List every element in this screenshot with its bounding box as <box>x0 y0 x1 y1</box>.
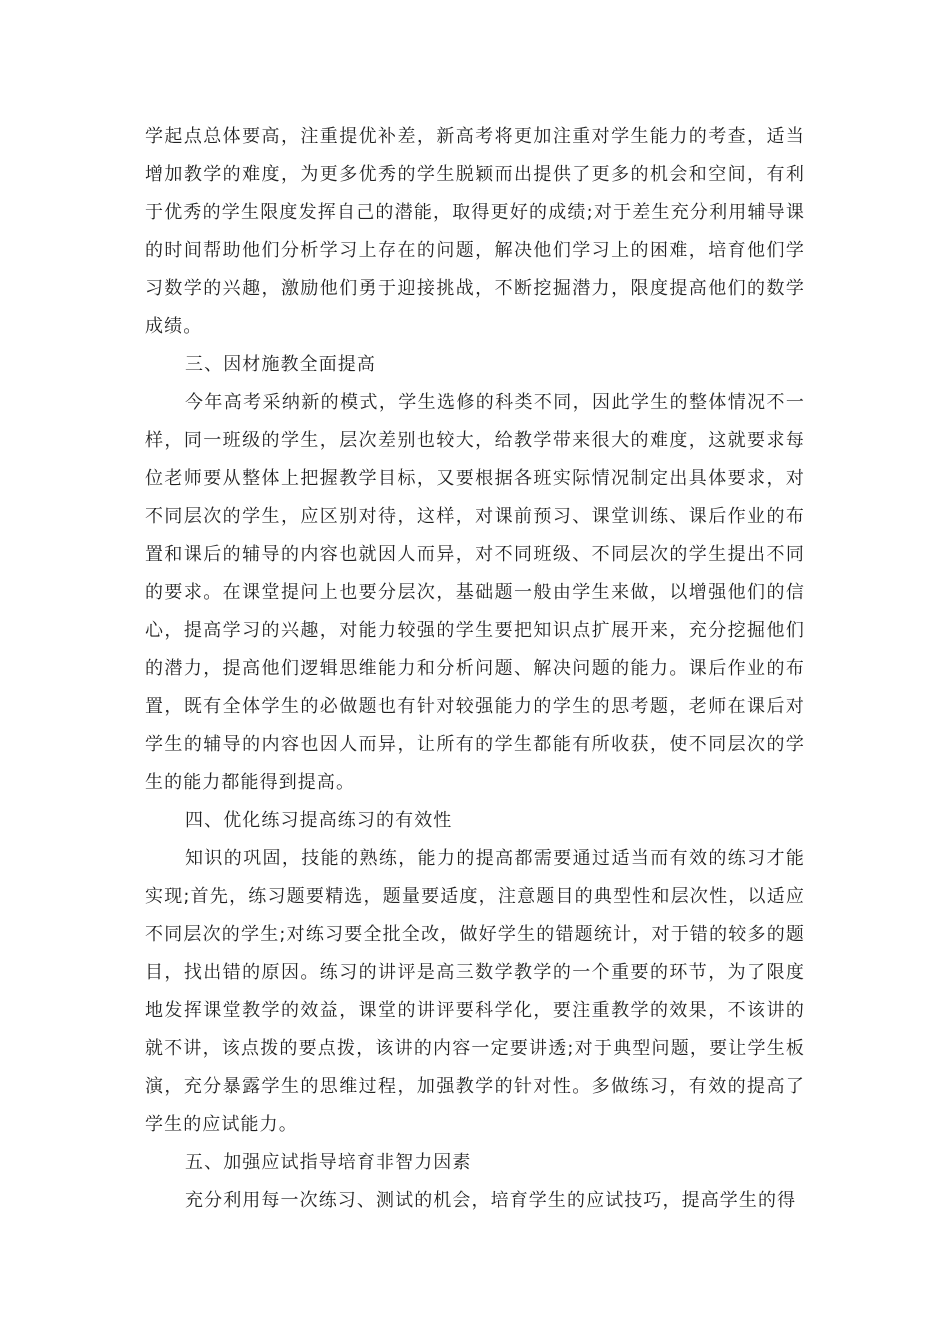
section-heading-5: 五、加强应试指导培育非智力因素 <box>185 1152 472 1173</box>
section-heading-3: 三、因材施教全面提高 <box>185 354 376 375</box>
paragraph-section-5: 充分利用每一次练习、测试的机会，培育学生的应试技巧，提高学生的得 <box>185 1190 797 1211</box>
paragraph-section-4: 知识的巩固，技能的熟练，能力的提高都需要通过适当而有效的练习才能实现;首先，练习题要精选，题量要适度，注意题目的典型性和层次性，以适应不同层次的学生;对练习要全批全改，做好学生的错题统计，对于错的较多的题目，找出错的原因。练习的讲评是高三数学教学的一个重要的环节，为了限度地发挥课堂教学的效益，课堂的讲评要科学化，要注重教学的效果，不该讲的就不讲，该点拨的要点拨，该讲的内容一定要讲透;对于典型问题，要让学生板演，充分暴露学生的思维过程，加强教学的针对性。多做练习，有效的提高了学生的应试能力。 <box>145 848 805 1135</box>
document-body <box>145 118 805 1220</box>
paragraph-continuation: 学起点总体要高，注重提优补差，新高考将更加注重对学生能力的考查，适当增加教学的难度，为更多优秀的学生脱颖而出提供了更多的机会和空间，有利于优秀的学生限度发挥自己的潜能，取得更好的成绩;对于差生充分利用辅导课的时间帮助他们分析学习上存在的问题，解决他们学习上的困难，培育他们学习数学的兴趣，激励他们勇于迎接挑战，不断挖掘潜力，限度提高他们的数学成绩。 <box>145 126 805 337</box>
section-heading-4: 四、优化练习提高练习的有效性 <box>185 810 453 831</box>
paragraph-section-3: 今年高考采纳新的模式，学生选修的科类不同，因此学生的整体情况不一样，同一班级的学生，层次差别也较大，给教学带来很大的难度，这就要求每位老师要从整体上把握教学目标，又要根据各班实际情况制定出具体要求，对不同层次的学生，应区别对待，这样，对课前预习、课堂训练、课后作业的布置和课后的辅导的内容也就因人而异，对不同班级、不同层次的学生提出不同的要求。在课堂提问上也要分层次，基础题一般由学生来做，以增强他们的信心，提高学习的兴趣，对能力较强的学生要把知识点扩展开来，充分挖掘他们的潜力，提高他们逻辑思维能力和分析问题、解决问题的能力。课后作业的布置，既有全体学生的必做题也有针对较强能力的学生的思考题，老师在课后对学生的辅导的内容也因人而异，让所有的学生都能有所收获，使不同层次的学生的能力都能得到提高。 <box>145 392 805 793</box>
